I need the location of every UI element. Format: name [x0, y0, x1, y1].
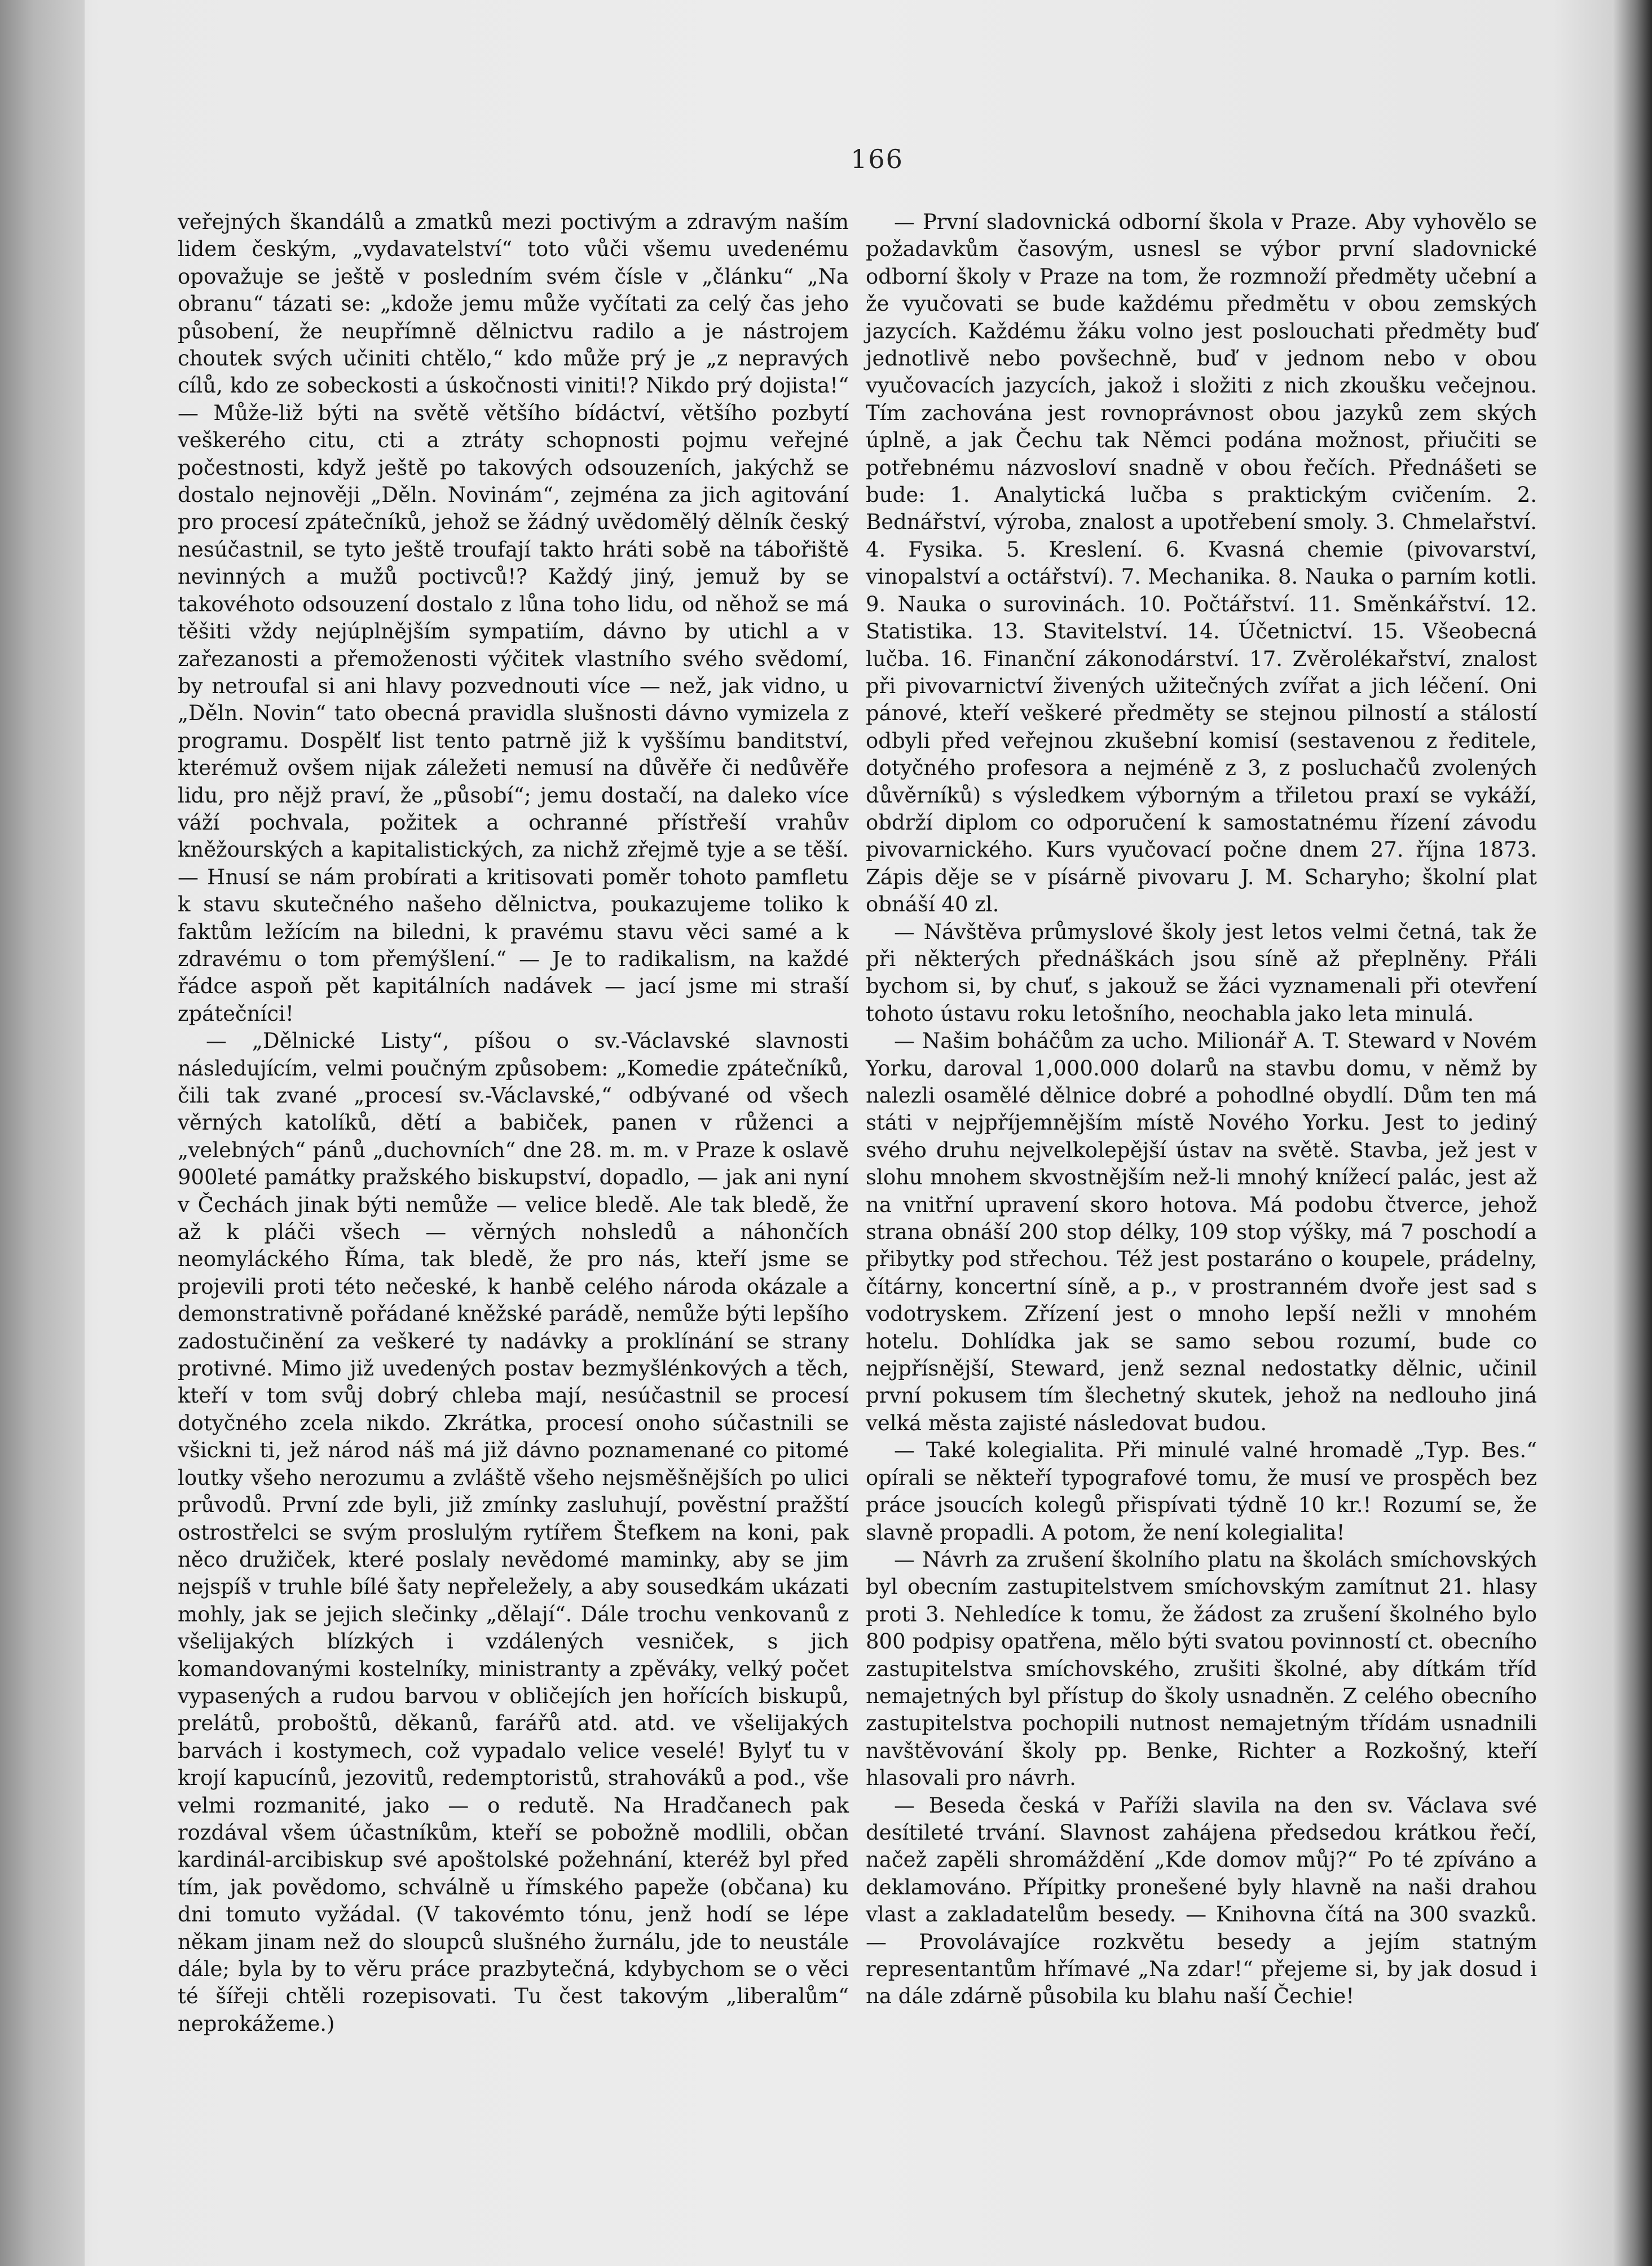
page-gutter — [0, 0, 85, 2266]
page-edge — [1613, 0, 1652, 2266]
page-number: 166 — [851, 144, 904, 174]
news-item-kolegialita: — Také kolegialita. Při minulé valné hromadě „Typ. Bes.“ opírali se někteří typografové tomu, že musí ve prospěch bez práce jsoucích kolegů přispívati týdně 10 kr.! Rozumí se, že slavně propadli. A potom, že není kolegialita! — [866, 1438, 1537, 1545]
left-article-continuation: veřejných škandálů a zmatků mezi poctivým a zdravým naším lidem českým, „vydavatelství“ toto vůči všemu uvedenému opovažuje se ještě v posledním svém čísle v „článku“ „Na obranu“ tázati se: „kdože jemu může vyčítati za celý čas jeho působení, že neupřímně dělnictvu radilo a je nástrojem choutek svých učiniti chtělo,“ kdo může prý je „z nepravých cílů, kdo ze sobeckosti a úskočnosti viniti!? Nikdo prý dojista!“ — Může-liž býti na světě většího bídáctví, většího pozbytí veškerého citu, cti a ztráty schopnosti pojmu veřejné počestnosti, když ještě po takových odsouzeních, jakýchž se dostalo nejnověji „Děln. Novinám“, zejména za jich agitování pro procesí zpátečníků, jehož se žádný uvědomělý dělník český nesúčastnil, se tyto ještě troufají takto hráti sobě na tábořiště nevinných a mužů poctivců!? Každý jiný, jemuž by se takovéhoto odsouzení dostalo z lůna toho lidu, od něhož se má těšiti vždy nejúplnějším sympatiím, dávno by utichl a v zařezanosti a přemoženosti výčitek vlastního svého svědomí, by netroufal si ani hlavy pozvednouti více — než, jak vidno, u „Děln. Novin“ tato obecná pravidla slušnosti dávno vymizela z programu. Dospělť list tento patrně již k vyššímu banditství, kterémuž ovšem nijak záležeti nemusí na důvěře či nedůvěře lidu, pro nějž praví, že „působí“; jemu dostačí, na daleko více váží pochvala, požitek a ochranné přístřeší vrahův kněžourských a kapitalistických, za nichž zřejmě tyje a se těší. — Hnusí se nám probírati a kritisovati poměr tohoto pamfletu k stavu skutečného našeho dělnictva, poukazujeme toliko k faktům ležícím na biledni, k pravému stavu věci samé a k zdravému o tom přemýšlení.“ — Je to radikalism, na každé řádce aspoň pět kapitálních nadávek — jací jsme mi straší zpátečníci! — [178, 210, 849, 1026]
left-article-delnicke-listy: — „Dělnické Listy“, píšou o sv.-Václavské slavnosti následujícím, velmi poučným způsobem: „Komedie zpátečníků, čili tak zvané „procesí sv.-Václavské,“ odbývané od všech věrných katolíků, dětí a babiček, panen v růženci a „velebných“ pánů „duchovních“ dne 28. m. m. v Praze k oslavě 900leté památky pražského biskupství, dopadlo, — jak ani nyní v Čechách jinak býti nemůže — velice bledě. Ale tak bledě, že až k pláči všech — věrných nohsledů a náhončích neomyláckého Říma, tak bledě, že pro nás, kteří jsme se projevili proti této nečeské, k hanbě celého národa okázale a demonstrativně pořádané kněžské parádě, nemůže býti lepšího zadostučinění za veškeré ty nadávky a proklínání se strany protivné. Mimo již uvedených postav bezmyšlénkových a těch, kteří v tom svůj dobrý chleba mají, nesúčastnil se procesí dotyčného zcela nikdo. Zkrátka, procesí onoho súčastnili se všickni ti, jež národ náš má již dávno poznamenané co pitomé loutky všeho nerozumu a zvláště všeho nejsměšnějších po ulici průvodů. První zde byli, již zmínky zasluhují, pověstní pražští ostrostřelci se svým proslulým rytířem Štefkem na koni, pak něco družiček, které poslaly nevědomé maminky, aby se jim nejspíš v truhle bílé šaty nepřeležely, a aby sousedkám ukázati mohly, jak se jejich slečinky „dělají“. Dále trochu venkovanů z všelijakých blízkých i vzdálených vesniček, s jich komandovanými kostelníky, ministranty a zpěváky, velký počet vypasených a rudou barvou v obličejích jen hořících biskupů, prelátů, proboštů, děkanů, farářů atd. atd. ve všelijakých barvách i kostymech, což vypadalo velice veselé! Bylyť tu v krojí kapucínů, jezovitů, redemptoristů, strahováků a pod., vše velmi rozmanité, jako — o redutě. Na Hradčanech pak rozdával všem účastníkům, kteří se pobožně modlili, občan kardinál-arcibiskup své apoštolské požehnání, kteréž byl před tím, jak povědomo, schválně u římského papeže (občana) ku dni tomuto vyžádal. (V takovémto tónu, jenž hodí se lépe někam jinam než do sloupců slušného žurnálu, jde to neustále dále; byla by to věru práce prazbytečná, kdybychom se o věci té šířeji chtěli rozepisovati. Tu čest takovým „liberalům“ neprokážeme.) — [178, 1029, 849, 2036]
right-column — [866, 209, 1537, 2011]
news-item-beseda-v-parizi: — Beseda česká v Paříži slavila na den sv. Václava své desítileté trvání. Slavnost zahájena předsedou krátkou řečí, načež zapěli shromáždění „Kde domov můj?“ Po té zpíváno a deklamováno. Přípitky pronešené byly hlavně na naši drahou vlast a zakladatelům besedy. — Knihovna čítá na 300 svazků. — Provolávajíce rozkvětu besedy a jejím statným representantům hřímavé „Na zdar!“ přejeme si, by jak dosud i na dále zdárně působila ku blahu naší Čechie! — [866, 1793, 1537, 2009]
news-item-sladovnicka-skola: — První sladovnická odborní škola v Praze. Aby vyhovělo se požadavkům časovým, usnesl se výbor první sladovnické odborní školy v Praze na tom, že rozmnoží předměty učební a že vyučovati se bude každému předmětu v obou zemských jazycích. Každému žáku volno jest poslouchati předměty buď jednotlivě nebo povšechně, buď v jednom nebo v obou vyučovacích jazycích, jakož i složiti z nich zkoušku večejnou. Tím zachována jest rovnoprávnost obou jazyků zem ských úplně, a jak Čechu tak Němci podána možnost, přiučiti se potřebnému názvosloví snadně v obou řečích. Přednášeti se bude: 1. Analytická lučba s praktickým cvičením. 2. Bednářství, výroba, znalost a upotřebení smoly. 3. Chmelařství. 4. Fysika. 5. Kreslení. 6. Kvasná chemie (pivovarství, vinopalství a octářství). 7. Mechanika. 8. Nauka o parním kotli. 9. Nauka o surovinách. 10. Počtářství. 11. Směnkářství. 12. Statistika. 13. Stavitelství. 14. Účetnictví. 15. Všeobecná lučba. 16. Finanční zákonodárství. 17. Zvěrolékařství, znalost při pivovarnictví živených užitečných zvířat a jich léčení. Oni pánové, kteří veškeré předměty se stejnou pilností a stálostí odbyli před veřejnou zkušební komisí (sestavenou z ředitele, dotyčného profesora a nejméně z 3, z posluchačů zvolených důvěrníků) s výsledkem výborným a třiletou praxí se vykáží, obdrží diplom co odporučení k samostatnému řízení závodu pivovarnického. Kurs vyučovací počne dnem 27. října 1873. Zápis děje se v písárně pivovaru J. M. Scharyho; školní plat obnáší 40 zl. — [866, 210, 1537, 917]
news-item-bohacum-za-ucho: — Našim boháčům za ucho. Milionář A. T. Steward v Novém Yorku, daroval 1,000.000 dolarů na stavbu domu, v němž by nalezli osamělé dělnice dobré a pohodlné obydlí. Dům ten má státi v nejpříjemnějším místě Nového Yorku. Jest to jediný svého druhu nejvelkolepější ústav na světě. Stavba, jež jest v slohu mnohem skvostnějším než-li mnohý knížecí palác, jest až na vnitřní upravení skoro hotova. Má podobu čtverce, jehož strana obnáší 200 stop délky, 109 stop výšky, má 7 poschodí a přibytky pod střechou. Též jest postaráno o koupele, prádelny, čítárny, koncertní síně, a p., v prostranném dvoře jest sad s vodotryskem. Zřízení jest o mnoho lepší nežli v mnohém hotelu. Dohlídka jak se samo sebou rozumí, bude co nejpřísnější, Steward, jenž seznal nedostatky dělnic, učinil první pokusem tím šlechetný skutek, jehož na nedlouho jiná velká města zajisté následovat budou. — [866, 1029, 1537, 1435]
news-item-skolni-plat: — Návrh za zrušení školního platu na školách smíchovských byl obecním zastupitelstvem smíchovským zamítnut 21. hlasy proti 3. Nehledíce k tomu, že žádost za zrušení školného bylo 800 podpisy opatřena, mělo býti svatou povinností ct. obecního zastupitelstva smíchovského, zrušiti školné, aby dítkám tříd nemajetných byl přístup do školy usnadněn. Z celého obecního zastupitelstva pochopili nutnost nemajetným třídám usnadnili navštěvování školy pp. Benke, Richter a Rozkošný, kteří hlasovali pro návrh. — [866, 1547, 1537, 1791]
news-item-prumyslove-skoly: — Návštěva průmyslové školy jest letos velmi četná, tak že při některých přednáškách jsou síně až přeplněny. Přáli bychom si, by chuť, s jakouž se žáci vyznamenali při otevření tohoto ústavu roku letošního, neochabla jako leta minulá. — [866, 919, 1537, 1026]
left-column — [178, 209, 849, 2038]
